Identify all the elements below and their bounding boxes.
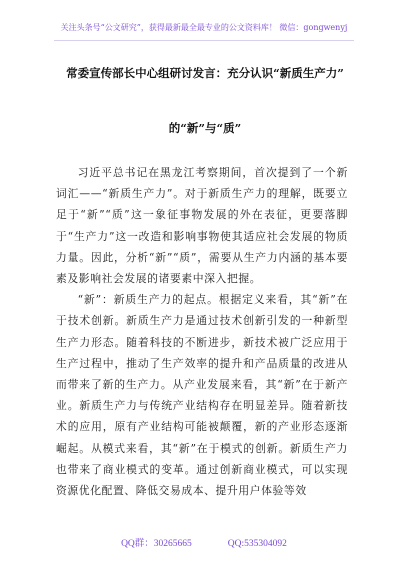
header-divider xyxy=(54,40,354,41)
document-body xyxy=(56,162,348,501)
footer-qq-group: QQ群：30265665 xyxy=(121,539,192,549)
footer-contact xyxy=(0,535,408,549)
body-paragraph-2: “新”：新质生产力的起点。根据定义来看，其“新”在于技术创新。新质生产力是通过技术创新引发的一种新型生产力形态。随着科技的不断进步，新技术被广泛应用于生产过程中，推动了生产效率的提升和产品质量的改进从而带来了新的生产力。从产业发展来看，其“新”在于新产业。新质生产力与传统产业结构存在明显差异。随着新技术的应用，原有产业结构可能被颠覆，新的产业形态逐渐崛起。从模式来看，其“新”在于模式的创新。新质生产力也带来了商业模式的变革。通过创新商业模式，可以实现资源优化配置、降低交易成本、提升用户体验等效 xyxy=(56,293,348,498)
body-paragraph-1: 习近平总书记在黑龙江考察期间，首次提到了一个新词汇——“新质生产力”。对于新质生产力的理解，既要立足于“新”“质”这一象征事物发展的外在表征，更要落脚于“生产力”这一改造和影响事物使其适应社会发展的物质力量。因此，分析“新”“质”，需要从生产力内涵的基本要素及影响社会发展的诸要素中深入把握。 xyxy=(56,166,348,286)
document-title-line-1: 常委宣传部长中心组研讨发言：充分认识“新质生产力” xyxy=(66,66,344,80)
header-note: 关注头条号“公文研究”，获得最新最全最专业的公文资料库！ 微信：gongwenyj xyxy=(60,23,348,32)
footer-qq-number: QQ:535304092 xyxy=(227,539,287,549)
document-title-line-2: 的“新”与“质” xyxy=(168,121,242,135)
